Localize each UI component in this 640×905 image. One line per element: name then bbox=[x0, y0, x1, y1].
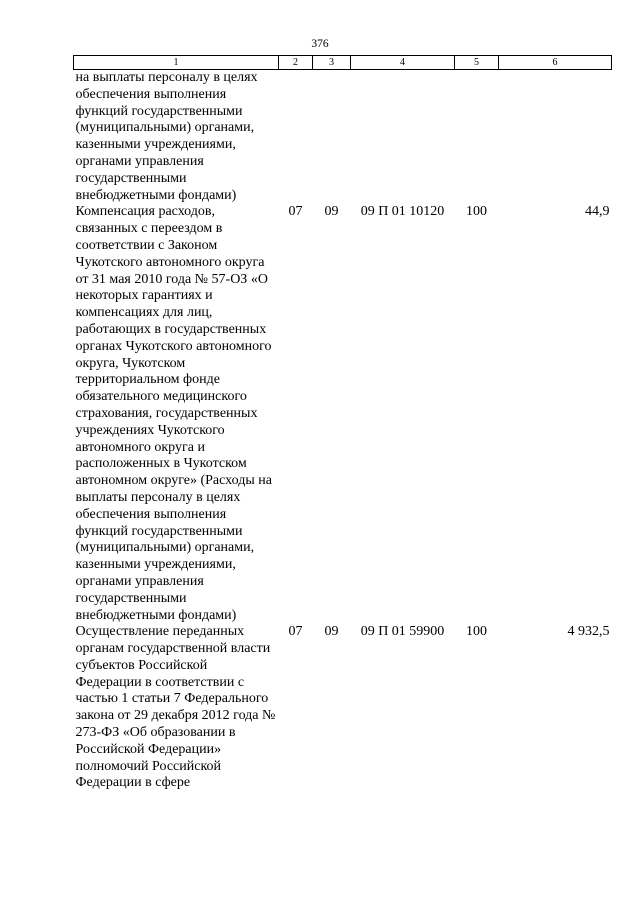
table-row bbox=[74, 70, 612, 205]
row-description: Компенсация расходов, связанных с переездом в соответствии с Законом Чукотского автономного округа от 31 мая 2010 года № 57-ОЗ «О некоторых гарантиях и компенсациях для лиц, работающих в государственных органах Чукотского автономного округа, Чукотском территориальном фонде обязательного медицинского страхования, государственных учреждениях Чукотского автономного округа и расположенных в Чукотском автономном округе» (Расходы на выплаты персоналу в целях обеспечения выполнения функций государственными (муниципальными) органами, казенными учреждениями, органами управления государственными внебюджетными фондами) bbox=[75, 204, 272, 623]
row-description: на выплаты персоналу в целях обеспечения выполнения функций государственными (муниципальными) органами, казенными учреждениями, органами управления государственными внебюджетными фондами) bbox=[75, 70, 258, 203]
row-expense-type: 100 bbox=[466, 624, 487, 640]
header-col-6: 6 bbox=[499, 56, 612, 70]
row-section: 07 bbox=[288, 204, 303, 220]
row-amount bbox=[499, 70, 612, 205]
header-col-4: 4 bbox=[351, 56, 455, 70]
row-description: Осуществление переданных органам государственной власти субъектов Российской Федерации в соответствии с частью 1 статьи 7 Федерального закона от 29 декабря 2012 года № 273-ФЗ «Об образовании в Российской Федерации» полномочий Российской Федерации в сфере bbox=[75, 624, 276, 791]
page-number: 376 bbox=[311, 38, 329, 50]
row-target-article: 09 П 01 10120 bbox=[360, 204, 445, 220]
table-row bbox=[74, 204, 612, 624]
row-amount: 44,9 bbox=[585, 204, 610, 220]
header-col-2: 2 bbox=[279, 56, 313, 70]
budget-table bbox=[73, 55, 612, 792]
header-col-3: 3 bbox=[313, 56, 351, 70]
row-amount: 4 932,5 bbox=[567, 624, 610, 640]
row-subsection bbox=[313, 70, 351, 205]
row-section bbox=[279, 70, 313, 205]
row-target-article: 09 П 01 59900 bbox=[360, 624, 445, 640]
header-col-5: 5 bbox=[455, 56, 499, 70]
row-target-article bbox=[351, 70, 455, 205]
header-col-1: 1 bbox=[74, 56, 279, 70]
header-row bbox=[74, 56, 612, 70]
row-subsection: 09 bbox=[324, 204, 339, 220]
row-subsection: 09 bbox=[324, 624, 339, 640]
row-expense-type: 100 bbox=[466, 204, 487, 220]
row-expense-type bbox=[455, 70, 499, 205]
table-row bbox=[74, 624, 612, 792]
row-section: 07 bbox=[288, 624, 303, 640]
